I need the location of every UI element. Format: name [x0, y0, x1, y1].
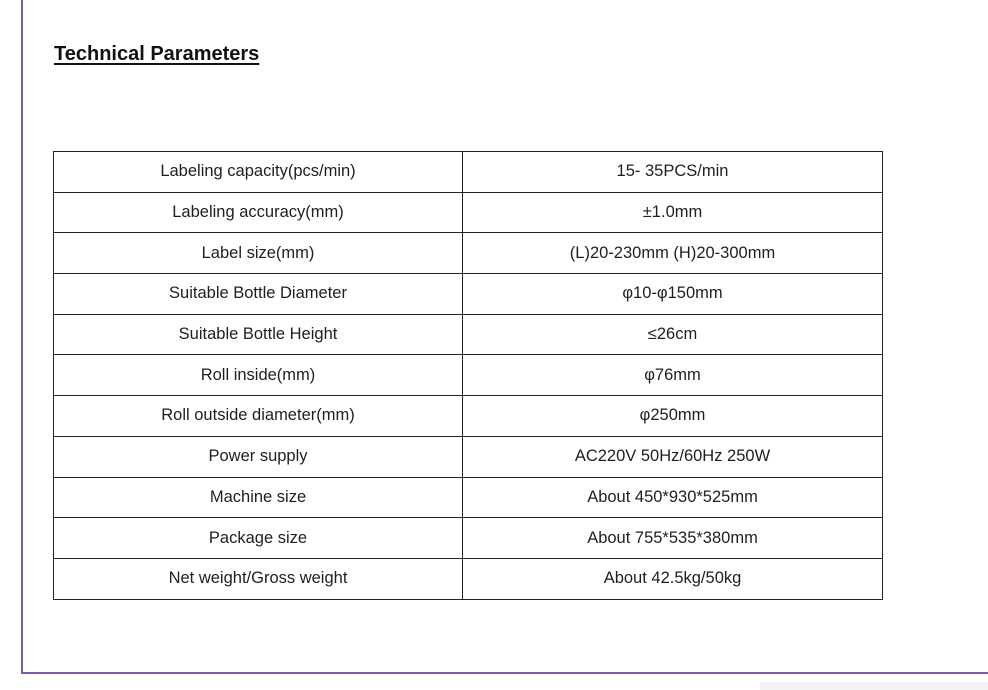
parameter-name: Labeling accuracy(mm): [54, 192, 463, 233]
parameter-value: φ76mm: [463, 355, 883, 396]
parameter-value: About 42.5kg/50kg: [463, 558, 883, 599]
parameter-value: AC220V 50Hz/60Hz 250W: [463, 436, 883, 477]
table-row: [54, 355, 883, 396]
parameter-value: About 755*535*380mm: [463, 518, 883, 559]
parameter-name: Roll inside(mm): [54, 355, 463, 396]
parameter-value: 15- 35PCS/min: [463, 152, 883, 193]
frame-bottom-border: [21, 672, 988, 674]
table-row: [54, 518, 883, 559]
parameter-value: φ250mm: [463, 396, 883, 437]
parameter-name: Label size(mm): [54, 233, 463, 274]
table-row: [54, 396, 883, 437]
parameter-name: Power supply: [54, 436, 463, 477]
parameters-table: [53, 151, 883, 600]
parameter-name: Machine size: [54, 477, 463, 518]
table-row: [54, 274, 883, 315]
table-row: [54, 152, 883, 193]
parameter-name: Net weight/Gross weight: [54, 558, 463, 599]
parameter-value: ±1.0mm: [463, 192, 883, 233]
parameter-value: About 450*930*525mm: [463, 477, 883, 518]
table-row: [54, 192, 883, 233]
frame-left-border: [21, 0, 23, 674]
table-row: [54, 233, 883, 274]
parameter-name: Roll outside diameter(mm): [54, 396, 463, 437]
parameter-value: (L)20-230mm (H)20-300mm: [463, 233, 883, 274]
parameter-value: ≤26cm: [463, 314, 883, 355]
table-row: [54, 436, 883, 477]
parameter-name: Suitable Bottle Height: [54, 314, 463, 355]
table-row: [54, 314, 883, 355]
page-bottom-edge: [760, 682, 988, 690]
parameter-name: Labeling capacity(pcs/min): [54, 152, 463, 193]
parameter-value: φ10-φ150mm: [463, 274, 883, 315]
table-row: [54, 477, 883, 518]
table-row: [54, 558, 883, 599]
parameter-name: Suitable Bottle Diameter: [54, 274, 463, 315]
page-title: Technical Parameters: [54, 43, 260, 65]
parameter-name: Package size: [54, 518, 463, 559]
